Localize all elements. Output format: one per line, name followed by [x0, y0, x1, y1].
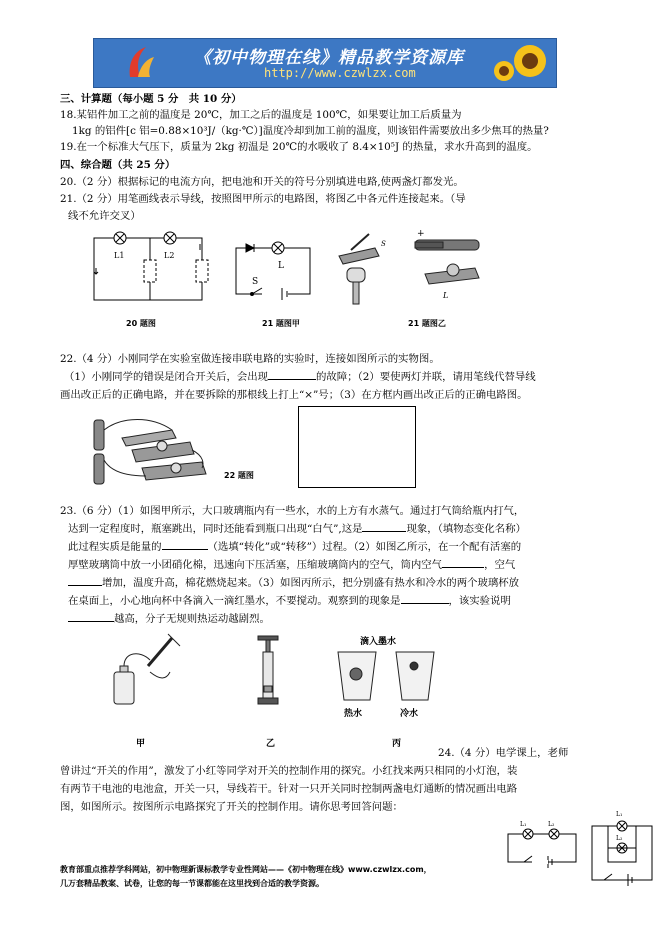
q23-line6b: ，该实验说明 [448, 595, 511, 607]
q22-line3: 画出改正后的正确电路，并在要拆除的那根线上打上“×”号；（3）在方框内画出改正后的正确电路图。 [60, 389, 528, 401]
fig24-series-circuit [504, 818, 580, 868]
fig21a-label-s: S [252, 277, 259, 287]
fig22-physical-circuit [92, 410, 210, 486]
svg-text:L₁: L₁ [520, 821, 527, 828]
q19: 19.在一个标准大气压下，质量为 2kg 初温是 20℃的水吸收了 8.4×10⁵J 的热量，求水升高到的温度。 [60, 141, 538, 153]
fig21a-circuit-diagram [232, 236, 314, 302]
q24-line4: 图，如图所示。按图所示电路探究了开关的控制作用。请你思考回答问题： [60, 801, 403, 813]
q23-blank-5[interactable] [401, 603, 449, 604]
header-banner [93, 38, 557, 88]
q24-line1: 24.（4 分）电学课上，老师 [438, 747, 569, 759]
hot-water-label: 热水 [344, 709, 363, 719]
fig20-circuit-diagram [92, 228, 212, 308]
q22-line1: 22.（4 分）小刚同学在实验室做连接串联电路的实验时，连接如图所示的实物图。 [60, 353, 440, 365]
q22-line2b-text: 的故障；（2）要使两灯并联，请用笔线代替导线 [316, 371, 536, 383]
banner-title: 《初中物理在线》精品教学资源库 [194, 48, 464, 68]
fig23c-beakers [334, 648, 444, 704]
q23-line2a: 达到一定程度时，瓶塞跳出，同时还能看到瓶口出现“白气”,这是 [68, 523, 363, 535]
fig23-label-bing: 丙 [392, 739, 402, 749]
q23-line6 [68, 594, 511, 608]
q23-line1: 23.（6 分）（1）如图甲所示，大口玻璃瓶内有一些水，水的上方有水蒸气。通过打气筒给瓶内打气， [60, 505, 525, 517]
q20: 20.（2 分）根据标记的电流方向，把电池和开关的符号分别填进电路,使两盏灯都发光。 [60, 176, 464, 188]
fig20-label-l2: L2 [164, 251, 175, 260]
q18-line2: 1kg 的铝件[c 铝=0.88×10³J/（kg·℃）]温度冷却到加工前的温度，则该铝件需要放出多少焦耳的热量? [72, 125, 549, 137]
fig23c-title: 滴入墨水 [360, 637, 397, 647]
q23-blank-3[interactable] [442, 567, 484, 568]
fig24-parallel-circuit [588, 806, 656, 886]
footer-line1: 教育部重点推荐学科网站，初中物理新课标教学专业性网站——《初中物理在线》www.czwlzx.com， [60, 865, 432, 874]
q23-blank-4[interactable] [68, 585, 102, 586]
svg-text:L₂: L₂ [616, 835, 623, 842]
fig22-caption: 22 题图 [224, 471, 254, 480]
svg-text:L₂: L₂ [548, 821, 555, 828]
q23-line3 [68, 540, 521, 554]
q22-blank-1[interactable] [268, 379, 316, 380]
q22-line2-text: （1）小刚同学的错误是闭合开关后，会出现 [64, 371, 269, 383]
q21-line2: 线不允许交叉） [68, 210, 141, 222]
banner-url[interactable]: http://www.czwlzx.com [264, 66, 416, 80]
q24-line3: 有两节干电池的电池盒，开关一只，导线若干。针对一只开关同时控制两盏电灯通断的情况画出电路 [60, 783, 518, 795]
answer-box[interactable] [298, 406, 416, 488]
fig21b-components-figure [335, 226, 485, 312]
q23-line6a: 在桌面上，小心地向杯中各滴入一滴红墨水，不要搅动。观察到的现象是 [68, 595, 401, 607]
q23-line4 [68, 558, 515, 572]
q23-line3a: 此过程实质是能量的 [68, 541, 162, 553]
svg-text:+: + [417, 229, 425, 239]
q24-line2: 曾讲过“开关的作用”，激发了小红等同学对开关的控制作用的探究。小红找来两只相同的小灯泡，装 [60, 765, 518, 777]
q23-blank-6[interactable] [68, 621, 114, 622]
q23-blank-1[interactable] [362, 531, 406, 532]
q22-line2 [64, 370, 536, 384]
q23-line7-text: 越高，分子无规则热运动越剧烈。 [114, 613, 270, 625]
fig20-label-l1: L1 [114, 251, 125, 260]
fig21b-caption: 21 题图乙 [408, 319, 446, 328]
q23-line4a: 厚壁玻璃筒中放一小团硝化棉，迅速向下压活塞，压缩玻璃筒内的空气，筒内空气 [68, 559, 443, 571]
q21-line1: 21.（2 分）用笔画线表示导线，按照图甲所示的电路图，将图乙中各元件连接起来。（导 [60, 193, 466, 205]
section3-heading: 三、计算题（每小题 5 分 共 10 分） [60, 93, 242, 105]
fig20-caption: 20 题图 [126, 319, 156, 328]
footer-line2: 几万套精品教案、试卷，让您的每一节课都能在这里找到合适的教学资源。 [60, 879, 324, 888]
svg-text:L: L [443, 291, 449, 300]
q23-line3b: （选填“转化”或“转移”）过程。（2）如图乙所示，在一个配有活塞的 [207, 541, 522, 553]
q23-line2 [68, 522, 526, 536]
fig23-label-jia: 甲 [136, 739, 146, 749]
cold-water-label: 冷水 [400, 709, 419, 719]
fig23-label-yi: 乙 [266, 739, 276, 749]
fig23a-bottle-pump [110, 632, 190, 708]
q23-line4b: ，空气 [484, 559, 516, 571]
q18-line1: 18.某铝件加工之前的温度是 20℃，加工之后的温度是 100℃，如果要让加工后质量为 [60, 109, 462, 121]
fig21a-caption: 21 题图甲 [262, 319, 300, 328]
sunflower-icon [490, 41, 550, 85]
svg-text:S: S [381, 240, 386, 248]
q23-blank-2[interactable] [162, 549, 208, 550]
q23-line2b: 现象，（填物态变化名称） [406, 523, 526, 535]
fig23b-piston-tube [256, 636, 280, 710]
fig21a-label-l: L [278, 261, 284, 271]
q23-line7 [68, 612, 270, 626]
section4-heading: 四、综合题（共 25 分） [60, 159, 176, 171]
q23-line5 [68, 576, 519, 590]
svg-text:L₁: L₁ [616, 811, 623, 818]
logo-icon [124, 43, 158, 81]
q23-line5-text: 增加，温度升高，棉花燃烧起来。（3）如图丙所示，把分别盛有热水和冷水的两个玻璃杯放 [102, 577, 520, 589]
